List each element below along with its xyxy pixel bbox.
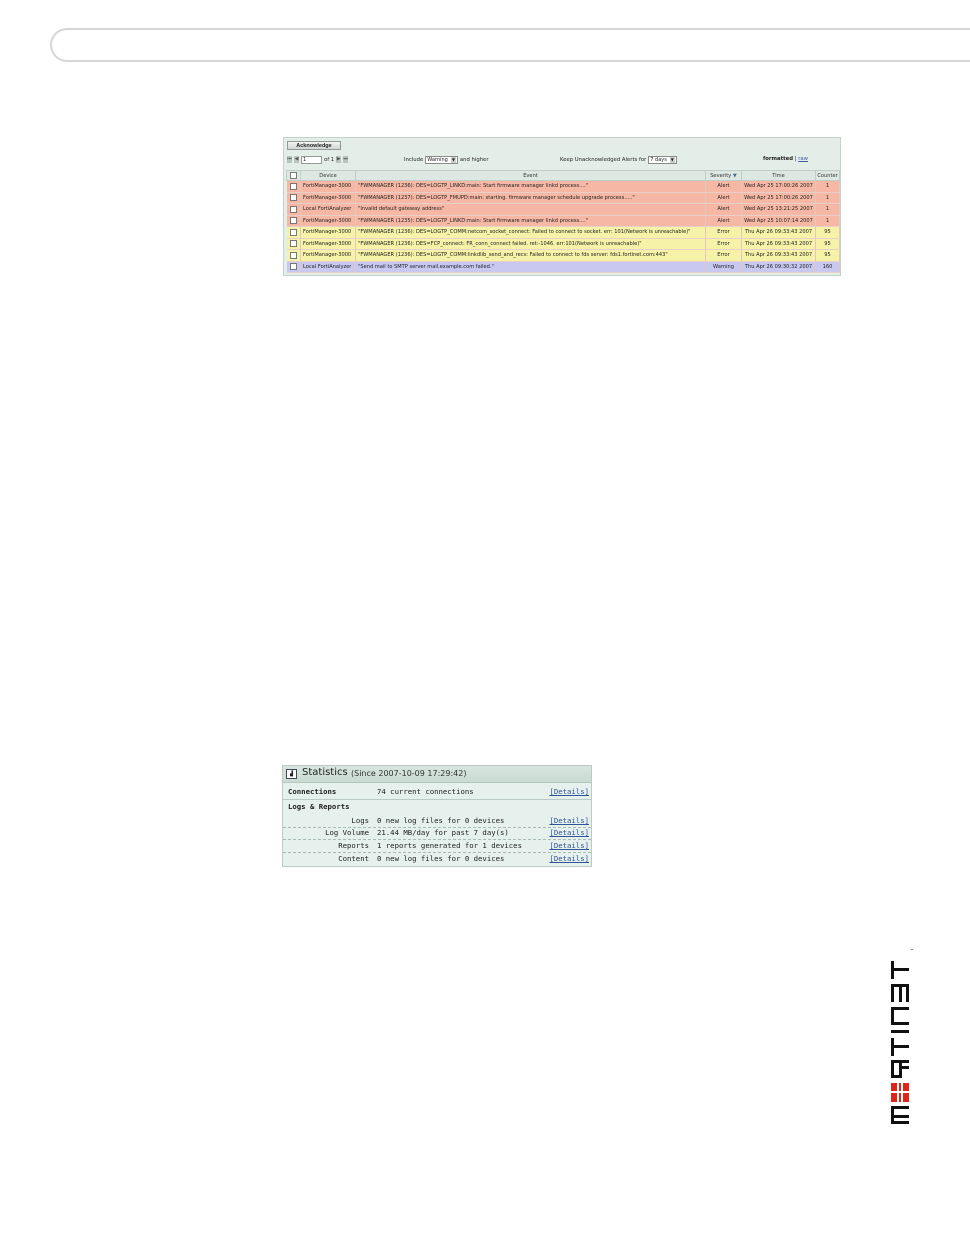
event-cell: "Invalid default gateway address" bbox=[356, 204, 706, 216]
log-volume-label: Log Volume bbox=[325, 828, 369, 837]
table-row[interactable] bbox=[287, 215, 840, 227]
column-header-counter[interactable]: Counter bbox=[817, 172, 838, 179]
event-cell: "FWMANAGER (1236): DES=LOGTP_COMM:linkdlib_send_and_recv: Failed to connect to fds server: fds1.fortinet.com:443" bbox=[356, 250, 706, 262]
time-cell: Thu Apr 26 09:33:43 2007 bbox=[742, 227, 816, 239]
row-checkbox[interactable] bbox=[290, 229, 297, 236]
content-label: Content bbox=[338, 854, 369, 863]
column-header-severity[interactable] bbox=[706, 171, 742, 181]
alerts-toolbar bbox=[284, 138, 840, 153]
row-select-cell[interactable] bbox=[287, 181, 301, 193]
alert-message-console bbox=[283, 137, 841, 276]
raw-link[interactable]: raw bbox=[798, 156, 808, 162]
content-value: 0 new log files for 0 devices bbox=[377, 854, 505, 863]
severity-header-label: Severity bbox=[710, 172, 732, 179]
row-select-cell[interactable] bbox=[287, 238, 301, 250]
table-row[interactable] bbox=[287, 261, 840, 273]
first-page-icon[interactable]: ⏮ bbox=[287, 156, 292, 162]
trademark-mark: ™ bbox=[910, 948, 914, 953]
row-select-cell[interactable] bbox=[287, 250, 301, 262]
counter-cell: 160 bbox=[816, 261, 840, 273]
connections-value: 74 current connections bbox=[377, 787, 474, 796]
counter-cell: 95 bbox=[816, 250, 840, 262]
column-header-time[interactable]: Time bbox=[742, 171, 816, 181]
event-cell: "FWMANAGER (1236): DES=FCP_connect: FR_conn_connect failed. ret:-1046. err:101(Network is unreachable)" bbox=[356, 238, 706, 250]
keep-filter bbox=[560, 156, 677, 164]
device-cell: FortiManager-3000 bbox=[301, 227, 356, 239]
formatted-link[interactable]: formatted bbox=[762, 156, 794, 162]
content-row bbox=[283, 853, 591, 864]
column-header-event[interactable]: Event bbox=[356, 171, 706, 181]
connections-details-link[interactable]: [Details] bbox=[549, 787, 589, 796]
severity-cell: Warning bbox=[706, 261, 742, 273]
statistics-title-bar bbox=[283, 766, 591, 783]
time-cell: Wed Apr 25 13:21:25 2007 bbox=[742, 204, 816, 216]
fortinet-logo bbox=[888, 946, 912, 1126]
table-row[interactable] bbox=[287, 181, 840, 193]
table-row[interactable] bbox=[287, 227, 840, 239]
event-cell: "FWMANAGER (1236): DES=LOGTP_COMM:netcom_socket_connect: Failed to connect to socket. err: 101(Network is unreachable)" bbox=[356, 227, 706, 239]
log-volume-details-link[interactable]: [Details] bbox=[549, 828, 589, 837]
row-checkbox[interactable] bbox=[290, 206, 297, 213]
format-separator: | bbox=[794, 156, 797, 162]
counter-cell: 1 bbox=[816, 215, 840, 227]
prev-page-icon[interactable]: ◀ bbox=[294, 156, 299, 162]
row-checkbox[interactable] bbox=[290, 263, 297, 270]
reports-label: Reports bbox=[338, 841, 369, 850]
chevron-down-icon: ▼ bbox=[670, 157, 674, 162]
keep-days-select[interactable] bbox=[648, 156, 677, 164]
severity-select[interactable] bbox=[425, 156, 458, 164]
severity-cell: Error bbox=[706, 250, 742, 262]
device-cell: Local FortiAnalyzer bbox=[301, 261, 356, 273]
severity-cell: Alert bbox=[706, 192, 742, 204]
connections-label: Connections bbox=[288, 787, 337, 796]
counter-cell: 1 bbox=[816, 204, 840, 216]
device-cell: FortiManager-3000 bbox=[301, 238, 356, 250]
table-row[interactable] bbox=[287, 192, 840, 204]
table-header-row bbox=[287, 171, 840, 181]
time-cell: Thu Apr 26 09:30:32 2007 bbox=[742, 261, 816, 273]
chevron-down-icon: ▼ bbox=[451, 157, 455, 162]
log-volume-row bbox=[283, 827, 591, 838]
divider bbox=[283, 799, 591, 800]
time-cell: Thu Apr 26 09:33:43 2007 bbox=[742, 250, 816, 262]
logs-reports-heading: Logs & Reports bbox=[288, 802, 350, 811]
reports-row bbox=[283, 840, 591, 851]
severity-cell: Alert bbox=[706, 204, 742, 216]
counter-cell: 95 bbox=[816, 227, 840, 239]
logs-row bbox=[283, 815, 591, 826]
page-header-frame bbox=[50, 28, 970, 62]
page-input[interactable]: 1 bbox=[301, 156, 322, 164]
table-row[interactable] bbox=[287, 204, 840, 216]
last-page-icon[interactable]: ⏭ bbox=[343, 156, 348, 162]
row-checkbox[interactable] bbox=[290, 240, 297, 247]
row-checkbox[interactable] bbox=[290, 183, 297, 190]
log-volume-value: 21.44 MB/day for past 7 day(s) bbox=[377, 828, 509, 837]
acknowledge-button[interactable]: Acknowledge bbox=[287, 141, 341, 150]
select-all-checkbox[interactable] bbox=[290, 172, 297, 179]
counter-cell: 95 bbox=[816, 238, 840, 250]
row-select-cell[interactable] bbox=[287, 261, 301, 273]
device-cell: FortiManager-3000 bbox=[301, 192, 356, 204]
event-cell: "FWMANAGER (1236): DES=LOGTP_LINKD:main: Start firmware manager linkd process...." bbox=[356, 181, 706, 193]
row-select-cell[interactable] bbox=[287, 192, 301, 204]
keep-label: Keep Unacknowledged Alerts for bbox=[560, 157, 647, 163]
device-cell: FortiManager-3000 bbox=[301, 250, 356, 262]
severity-cell: Error bbox=[706, 238, 742, 250]
severity-cell: Alert bbox=[706, 215, 742, 227]
time-cell: Thu Apr 26 09:33:43 2007 bbox=[742, 238, 816, 250]
sort-desc-icon: ▼ bbox=[732, 172, 737, 179]
time-cell: Wed Apr 25 10:07:14 2007 bbox=[742, 215, 816, 227]
event-cell: "Send mail to SMTP server mail.example.com failed." bbox=[356, 261, 706, 273]
severity-cell: Error bbox=[706, 227, 742, 239]
statistics-widget bbox=[282, 765, 592, 867]
row-checkbox[interactable] bbox=[290, 217, 297, 224]
severity-select-value: Warning bbox=[427, 157, 448, 163]
logs-details-link[interactable]: [Details] bbox=[549, 816, 589, 825]
select-all-header[interactable] bbox=[287, 171, 301, 181]
table-row[interactable] bbox=[287, 250, 840, 262]
chart-icon[interactable]: ▟ bbox=[286, 769, 297, 779]
reports-value: 1 reports generated for 1 devices bbox=[377, 841, 522, 850]
event-cell: "FWMANAGER (1235): DES=LOGTP_LINKD:main: Start firmware manager linkd process...." bbox=[356, 215, 706, 227]
event-cell: "FWMANAGER (1237): DES=LOGTP_FMUPD:main: starting. firmware manager schedule upgrade process....." bbox=[356, 192, 706, 204]
format-toggle bbox=[763, 156, 808, 162]
page-count: of 1 bbox=[324, 156, 335, 163]
and-higher-label: and higher bbox=[459, 157, 489, 163]
time-cell: Wed Apr 25 17:00:26 2007 bbox=[742, 181, 816, 193]
device-cell: FortiManager-3000 bbox=[301, 181, 356, 193]
reports-details-link[interactable]: [Details] bbox=[549, 841, 589, 850]
next-page-icon[interactable]: ▶ bbox=[336, 156, 341, 162]
counter-cell: 1 bbox=[816, 192, 840, 204]
device-cell: Local FortiAnalyzer bbox=[301, 204, 356, 216]
alerts-table bbox=[286, 170, 840, 273]
content-details-link[interactable]: [Details] bbox=[549, 854, 589, 863]
include-filter bbox=[404, 156, 489, 164]
keep-days-value: 7 days bbox=[650, 157, 667, 163]
time-cell: Wed Apr 25 17:00:26 2007 bbox=[742, 192, 816, 204]
statistics-title: Statistics bbox=[302, 767, 348, 778]
table-row[interactable] bbox=[287, 238, 840, 250]
row-checkbox[interactable] bbox=[290, 252, 297, 259]
row-select-cell[interactable] bbox=[287, 227, 301, 239]
statistics-since: (Since 2007-10-09 17:29:42) bbox=[351, 769, 467, 778]
logs-label: Logs bbox=[351, 816, 369, 825]
include-label: Include bbox=[404, 157, 424, 163]
pagination bbox=[287, 155, 348, 164]
logs-value: 0 new log files for 0 devices bbox=[377, 816, 505, 825]
row-select-cell[interactable] bbox=[287, 204, 301, 216]
device-cell: FortiManager-3000 bbox=[301, 215, 356, 227]
connections-row bbox=[283, 786, 591, 797]
row-checkbox[interactable] bbox=[290, 194, 297, 201]
column-header-device[interactable]: Device bbox=[301, 171, 356, 181]
row-select-cell[interactable] bbox=[287, 215, 301, 227]
severity-cell: Alert bbox=[706, 181, 742, 193]
counter-cell: 1 bbox=[816, 181, 840, 193]
